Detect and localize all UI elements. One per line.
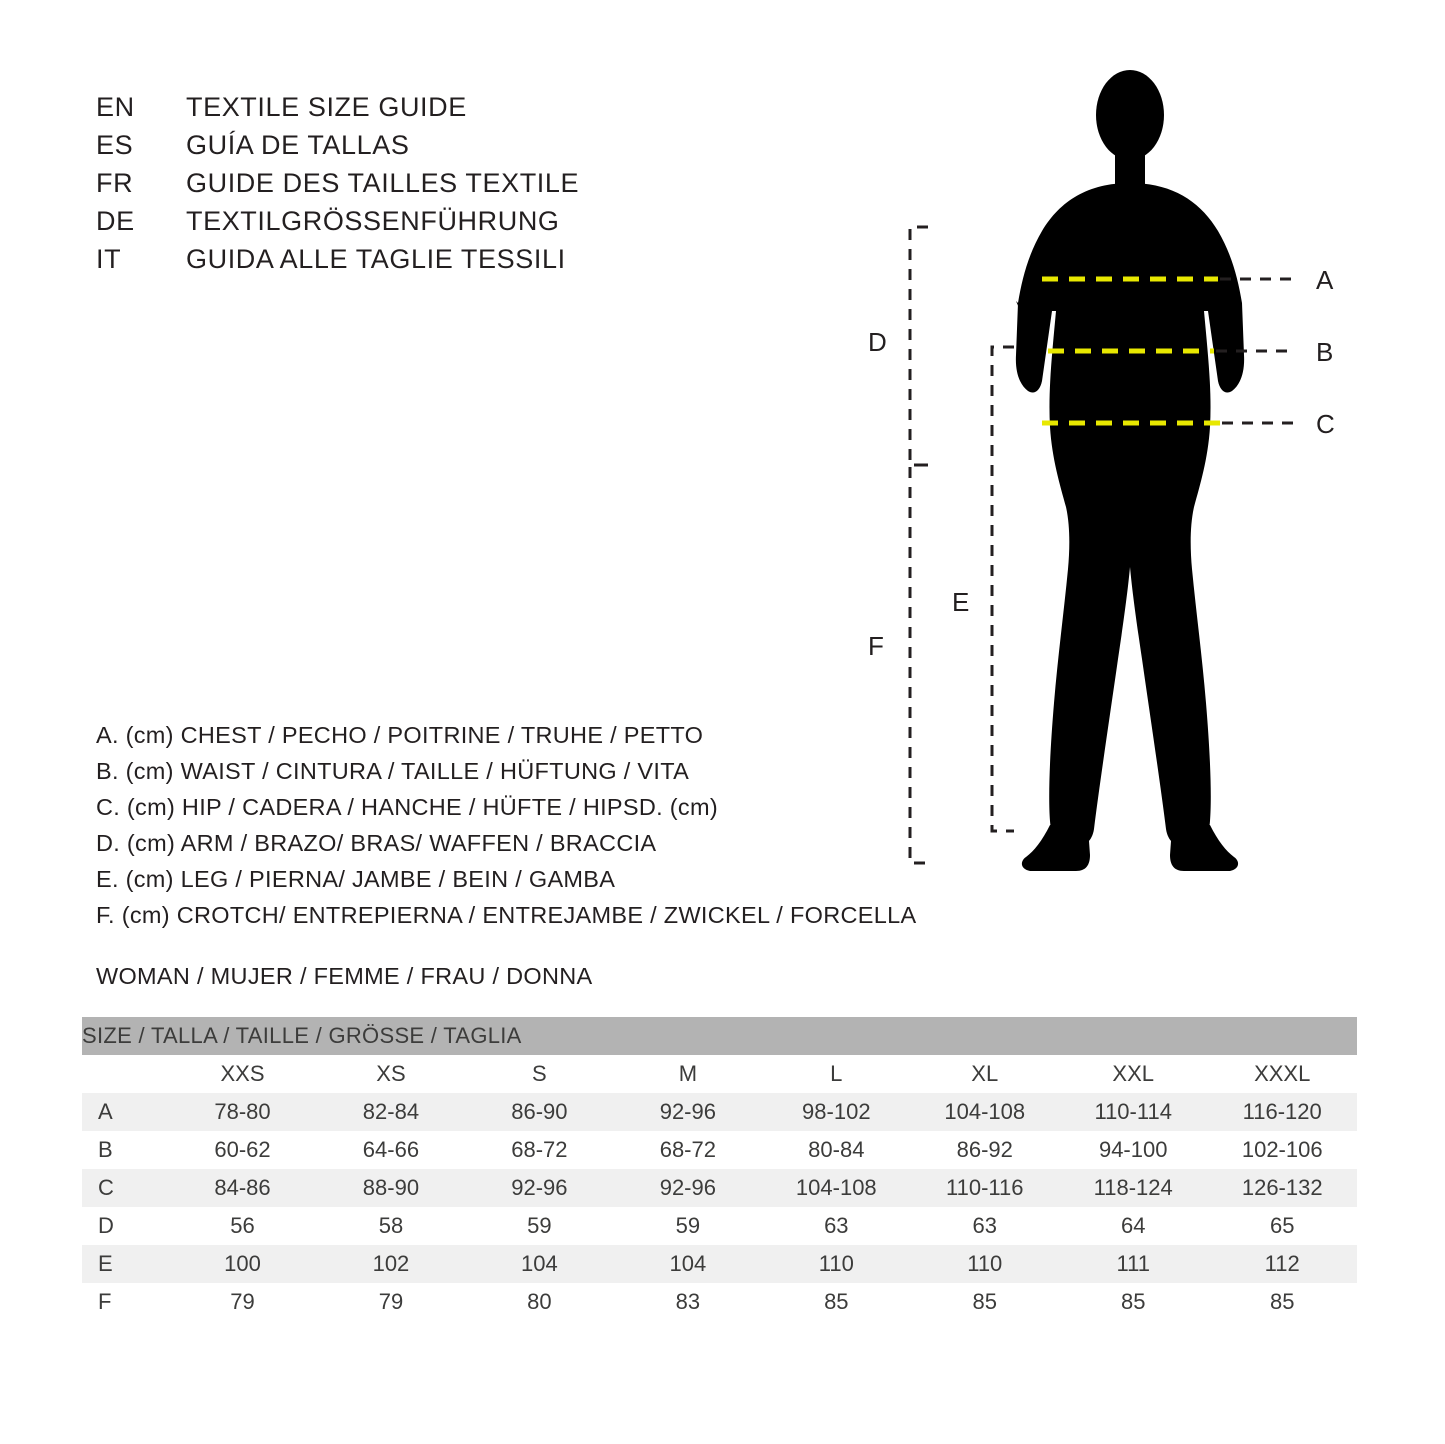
cell: 86-92: [911, 1131, 1059, 1169]
size-header-xxl: XXL: [1059, 1055, 1207, 1093]
cell: 68-72: [614, 1131, 762, 1169]
cell: 85: [1207, 1283, 1357, 1321]
cell: 104-108: [762, 1169, 910, 1207]
woman-silhouette-icon: [1016, 70, 1244, 871]
cell: 79: [317, 1283, 465, 1321]
title-text: GUÍA DE TALLAS: [186, 130, 410, 160]
title-row: [96, 92, 716, 130]
cell: 104-108: [911, 1093, 1059, 1131]
cell: 112: [1207, 1245, 1357, 1283]
cell: 59: [465, 1207, 613, 1245]
cell: 65: [1207, 1207, 1357, 1245]
size-header-l: L: [762, 1055, 910, 1093]
row-label-a: A: [82, 1093, 168, 1131]
cell: 85: [911, 1283, 1059, 1321]
title-text: TEXTILE SIZE GUIDE: [186, 92, 467, 122]
cell: 84-86: [168, 1169, 316, 1207]
size-table-wrapper: [82, 1017, 1357, 1321]
row-label-d: D: [82, 1207, 168, 1245]
gender-heading: WOMAN / MUJER / FEMME / FRAU / DONNA: [96, 963, 593, 989]
table-row: [82, 1283, 1357, 1321]
row-label-f: F: [82, 1283, 168, 1321]
cell: 85: [1059, 1283, 1207, 1321]
row-label-e: E: [82, 1245, 168, 1283]
cell: 86-90: [465, 1093, 613, 1131]
row-label-c: C: [82, 1169, 168, 1207]
cell: 63: [911, 1207, 1059, 1245]
cell: 104: [465, 1245, 613, 1283]
title-text: GUIDE DES TAILLES TEXTILE: [186, 168, 580, 198]
legend-item-e: E. (cm) LEG / PIERNA/ JAMBE / BEIN / GAMBA: [96, 866, 616, 892]
cell: 102: [317, 1245, 465, 1283]
legend-item-d: D. (cm) ARM / BRAZO/ BRAS/ WAFFEN / BRACCIA: [96, 830, 657, 856]
label-a: A: [1316, 265, 1334, 295]
cell: 116-120: [1207, 1093, 1357, 1131]
size-table-band: [82, 1017, 1357, 1055]
size-table: [82, 1017, 1357, 1321]
title-text: TEXTILGRÖSSENFÜHRUNG: [186, 206, 560, 236]
title-block: [96, 92, 716, 282]
size-header-xs: XS: [317, 1055, 465, 1093]
cell: 56: [168, 1207, 316, 1245]
title-lang-code: DE: [96, 206, 135, 236]
size-header-m: M: [614, 1055, 762, 1093]
size-table-band-label: SIZE / TALLA / TAILLE / GRÖSSE / TAGLIA: [82, 1017, 1357, 1055]
legend-item-f: F. (cm) CROTCH/ ENTREPIERNA / ENTREJAMBE / ZWICKEL / FORCELLA: [96, 902, 917, 928]
title-lang-code: EN: [96, 92, 135, 122]
size-table-header-row: [82, 1055, 1357, 1093]
size-header-xxs: XXS: [168, 1055, 316, 1093]
header-corner: [82, 1055, 168, 1093]
title-lang-code: FR: [96, 168, 134, 198]
title-row: [96, 130, 716, 168]
title-row: [96, 244, 716, 282]
cell: 68-72: [465, 1131, 613, 1169]
cell: 100: [168, 1245, 316, 1283]
title-text: GUIDA ALLE TAGLIE TESSILI: [186, 244, 566, 274]
cell: 63: [762, 1207, 910, 1245]
legend-item-b: B. (cm) WAIST / CINTURA / TAILLE / HÜFTUNG / VITA: [96, 758, 690, 784]
cell: 80: [465, 1283, 613, 1321]
table-row: [82, 1207, 1357, 1245]
title-lang-code: ES: [96, 130, 134, 160]
cell: 78-80: [168, 1093, 316, 1131]
table-row: [82, 1169, 1357, 1207]
size-header-xl: XL: [911, 1055, 1059, 1093]
legend-block: [96, 722, 916, 938]
cell: 85: [762, 1283, 910, 1321]
dim-e-bracket: [992, 347, 1014, 831]
cell: 80-84: [762, 1131, 910, 1169]
cell: 98-102: [762, 1093, 910, 1131]
title-lang-code: IT: [96, 244, 122, 274]
title-row: [96, 206, 716, 244]
cell: 118-124: [1059, 1169, 1207, 1207]
cell: 88-90: [317, 1169, 465, 1207]
cell: 79: [168, 1283, 316, 1321]
size-header-xxxl: XXXL: [1207, 1055, 1357, 1093]
dim-d-bracket: [910, 227, 928, 465]
label-d: D: [868, 327, 887, 357]
label-b: B: [1316, 337, 1334, 367]
cell: 92-96: [614, 1093, 762, 1131]
cell: 58: [317, 1207, 465, 1245]
row-label-b: B: [82, 1131, 168, 1169]
cell: 82-84: [317, 1093, 465, 1131]
cell: 111: [1059, 1245, 1207, 1283]
legend-item-a: A. (cm) CHEST / PECHO / POITRINE / TRUHE / PETTO: [96, 722, 704, 748]
cell: 92-96: [465, 1169, 613, 1207]
title-row: [96, 168, 716, 206]
cell: 64: [1059, 1207, 1207, 1245]
cell: 126-132: [1207, 1169, 1357, 1207]
cell: 83: [614, 1283, 762, 1321]
cell: 110: [911, 1245, 1059, 1283]
cell: 110-116: [911, 1169, 1059, 1207]
label-f: F: [868, 631, 884, 661]
cell: 92-96: [614, 1169, 762, 1207]
cell: 60-62: [168, 1131, 316, 1169]
cell: 59: [614, 1207, 762, 1245]
cell: 94-100: [1059, 1131, 1207, 1169]
label-c: C: [1316, 409, 1335, 439]
cell: 102-106: [1207, 1131, 1357, 1169]
label-e: E: [952, 587, 970, 617]
legend-item-c: C. (cm) HIP / CADERA / HANCHE / HÜFTE / HIPSD. (cm): [96, 794, 718, 820]
cell: 110-114: [1059, 1093, 1207, 1131]
table-row: [82, 1245, 1357, 1283]
cell: 104: [614, 1245, 762, 1283]
table-row: [82, 1131, 1357, 1169]
size-header-s: S: [465, 1055, 613, 1093]
cell: 110: [762, 1245, 910, 1283]
cell: 64-66: [317, 1131, 465, 1169]
table-row: [82, 1093, 1357, 1131]
